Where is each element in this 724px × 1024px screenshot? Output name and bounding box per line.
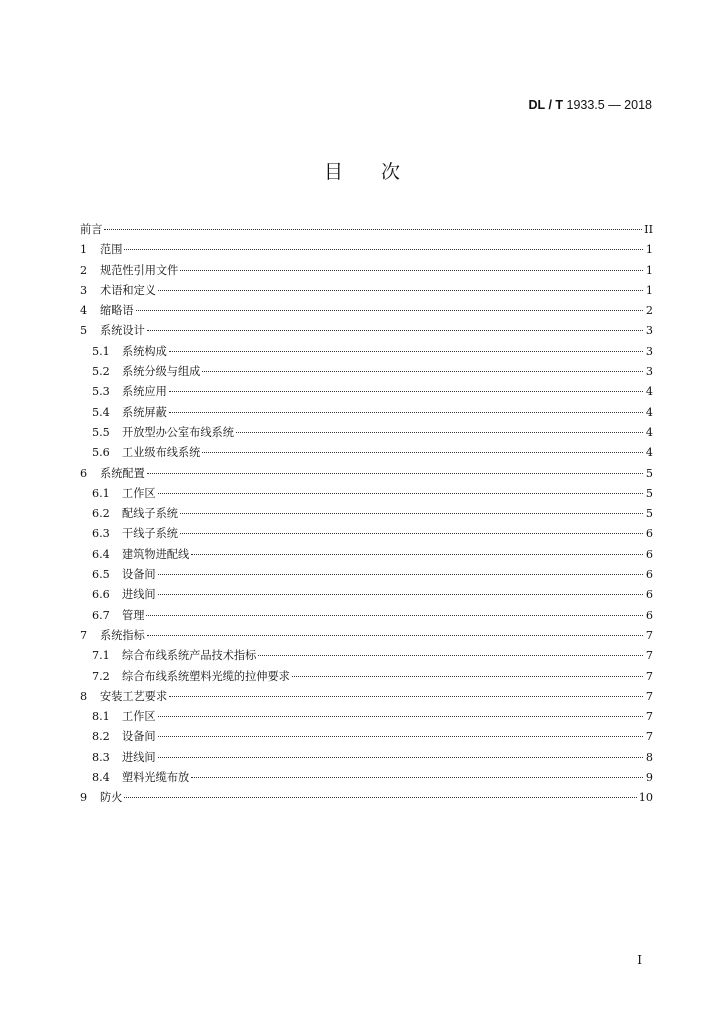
toc-entry-page: 5 <box>645 486 653 500</box>
toc-dot-leader <box>180 533 643 534</box>
toc-entry-number: 9 <box>80 791 88 805</box>
toc-dot-leader <box>124 249 643 250</box>
toc-entry-title: 进线间 <box>122 750 156 764</box>
toc-entry-number: 5.1 <box>92 344 110 358</box>
toc-entry[interactable] <box>80 403 653 423</box>
toc-entry[interactable] <box>80 606 653 626</box>
toc-entry-page: 7 <box>645 628 653 642</box>
toc-entry-page: 3 <box>645 344 653 358</box>
toc-entry[interactable] <box>80 240 653 260</box>
toc-entry-title: 进线间 <box>122 588 156 602</box>
toc-entry-number: 8.3 <box>92 750 110 764</box>
toc-entry-title: 设备间 <box>122 730 156 744</box>
toc-dot-leader <box>202 371 643 372</box>
toc-entry-page: 5 <box>645 507 653 521</box>
toc-entry-title: 塑料光缆布放 <box>122 771 190 785</box>
toc-entry-number: 5.4 <box>92 405 110 419</box>
toc-entry[interactable] <box>80 667 653 687</box>
toc-dot-leader <box>158 594 643 595</box>
toc-entry[interactable] <box>80 788 653 808</box>
toc-entry-number: 8 <box>80 689 88 703</box>
toc-entry[interactable] <box>80 362 653 382</box>
toc-entry-title: 术语和定义 <box>100 283 156 297</box>
toc-entry-title: 前言 <box>80 223 103 236</box>
toc-dot-leader <box>104 229 642 230</box>
toc-entry[interactable] <box>80 443 653 463</box>
toc-entry-number: 5.6 <box>92 446 110 460</box>
toc-entry-page: 1 <box>645 243 653 257</box>
footer-page-number: I <box>637 953 642 967</box>
toc-entry[interactable] <box>80 687 653 707</box>
toc-dot-leader <box>169 391 643 392</box>
toc-entry-title: 系统构成 <box>122 344 167 358</box>
toc-entry-number: 1 <box>80 243 88 257</box>
toc-dot-leader <box>292 676 643 677</box>
toc-entry-number: 3 <box>80 283 88 297</box>
toc-entry[interactable] <box>80 484 653 504</box>
toc-entry-page: 6 <box>645 527 653 541</box>
toc-entry-title: 缩略语 <box>100 304 134 318</box>
toc-entry-page: 1 <box>645 263 653 277</box>
toc-entry-number: 6.4 <box>92 547 110 561</box>
toc-entry-page: 7 <box>645 669 653 683</box>
toc-entry-page: 3 <box>645 324 653 338</box>
toc-entry[interactable] <box>80 504 653 524</box>
toc-entry-title: 配线子系统 <box>122 507 178 521</box>
toc-entry-page: 4 <box>645 405 653 419</box>
toc-entry-number: 6.3 <box>92 527 110 541</box>
toc-dot-leader <box>146 615 643 616</box>
toc-entry-page: 7 <box>645 649 653 663</box>
toc-dot-leader <box>191 554 643 555</box>
toc-entry[interactable] <box>80 707 653 727</box>
toc-dot-leader <box>158 757 643 758</box>
toc-entry-title: 开放型办公室布线系统 <box>122 425 234 439</box>
toc-entry-title: 系统屏蔽 <box>122 405 167 419</box>
toc-dot-leader <box>169 696 643 697</box>
page-title: 目次 <box>323 161 438 183</box>
toc-entry-number: 6.2 <box>92 507 110 521</box>
toc-dot-leader <box>236 432 643 433</box>
toc-entry-number: 6.5 <box>92 568 110 582</box>
toc-entry[interactable] <box>80 646 653 666</box>
toc-entry-title: 工业级布线系统 <box>122 446 201 460</box>
toc-entry-title: 工作区 <box>122 710 156 724</box>
toc-entry-number: 6.1 <box>92 486 110 500</box>
toc-entry[interactable] <box>80 565 653 585</box>
toc-entry-number: 8.1 <box>92 710 110 724</box>
toc-entry-title: 范围 <box>100 243 123 257</box>
toc-entry[interactable] <box>80 423 653 443</box>
toc-entry[interactable] <box>80 342 653 362</box>
toc-dot-leader <box>136 310 643 311</box>
toc-entry-page: 9 <box>645 771 653 785</box>
toc-dot-leader <box>202 452 643 453</box>
toc-dot-leader <box>169 351 643 352</box>
toc-entry-number: 7.2 <box>92 669 110 683</box>
toc-entry[interactable] <box>80 321 653 341</box>
toc-entry-page: 3 <box>645 365 653 379</box>
toc-entry-title: 综合布线系统塑料光缆的拉伸要求 <box>122 669 290 683</box>
toc-entry-page: 6 <box>645 588 653 602</box>
toc-entry[interactable] <box>80 524 653 544</box>
toc-entry-page: 6 <box>645 547 653 561</box>
toc-entry[interactable] <box>80 281 653 301</box>
toc-entry-title: 设备间 <box>122 568 156 582</box>
toc-entry[interactable] <box>80 382 653 402</box>
toc-dot-leader <box>147 635 643 636</box>
toc-entry-number: 5.5 <box>92 425 110 439</box>
toc-entry-title: 系统指标 <box>100 628 145 642</box>
toc-entry-page: 8 <box>645 750 653 764</box>
toc-entry-title: 综合布线系统产品技术指标 <box>122 649 257 663</box>
toc-entry-number: 5 <box>80 324 88 338</box>
toc-entry-page: 5 <box>645 466 653 480</box>
toc-dot-leader <box>191 777 643 778</box>
table-of-contents <box>80 220 653 809</box>
toc-entry-title: 系统分级与组成 <box>122 365 201 379</box>
toc-entry-title: 工作区 <box>122 486 156 500</box>
toc-dot-leader <box>158 574 643 575</box>
toc-dot-leader <box>158 290 643 291</box>
toc-dot-leader <box>147 330 643 331</box>
toc-entry-number: 2 <box>80 263 88 277</box>
toc-entry-title: 建筑物进配线 <box>122 547 190 561</box>
toc-dot-leader <box>158 716 643 717</box>
toc-entry-page: 1 <box>645 283 653 297</box>
toc-entry-page: 4 <box>645 385 653 399</box>
toc-entry[interactable] <box>80 545 653 565</box>
toc-entry-page: 7 <box>645 710 653 724</box>
toc-entry-title: 干线子系统 <box>122 527 178 541</box>
document-code <box>529 98 652 112</box>
toc-entry-number: 4 <box>80 304 88 318</box>
toc-entry-number: 6 <box>80 466 88 480</box>
toc-dot-leader <box>180 270 643 271</box>
toc-dot-leader <box>158 493 643 494</box>
toc-entry-title: 系统配置 <box>100 466 145 480</box>
toc-entry[interactable] <box>80 727 653 747</box>
toc-entry-title: 安装工艺要求 <box>100 689 168 703</box>
toc-entry-title: 系统应用 <box>122 385 167 399</box>
toc-entry[interactable] <box>80 748 653 768</box>
toc-entry-page: 7 <box>645 730 653 744</box>
toc-entry-page: 4 <box>645 446 653 460</box>
toc-entry[interactable] <box>80 261 653 281</box>
toc-entry-number: 5.3 <box>92 385 110 399</box>
toc-entry[interactable] <box>80 768 653 788</box>
toc-entry-title: 系统设计 <box>100 324 145 338</box>
toc-entry-page: 4 <box>645 425 653 439</box>
toc-entry[interactable] <box>80 464 653 484</box>
toc-entry-page: II <box>644 223 653 236</box>
toc-entry[interactable] <box>80 626 653 646</box>
toc-entry-number: 7.1 <box>92 649 110 663</box>
toc-entry-number: 5.2 <box>92 365 110 379</box>
toc-entry-number: 7 <box>80 628 88 642</box>
document-code-prefix: DL / T <box>528 98 564 112</box>
toc-entry-page: 6 <box>645 608 653 622</box>
toc-entry-page: 2 <box>645 304 653 318</box>
toc-entry[interactable] <box>80 301 653 321</box>
toc-entry-number: 8.4 <box>92 771 110 785</box>
toc-entry-number: 8.2 <box>92 730 110 744</box>
document-code-number: 1933.5 — 2018 <box>563 98 652 112</box>
toc-dot-leader <box>158 736 643 737</box>
toc-entry[interactable] <box>80 220 653 240</box>
toc-entry-page: 6 <box>645 568 653 582</box>
toc-dot-leader <box>169 412 643 413</box>
toc-entry[interactable] <box>80 585 653 605</box>
toc-entry-title: 防火 <box>100 791 123 805</box>
toc-dot-leader <box>124 797 636 798</box>
toc-dot-leader <box>258 655 643 656</box>
toc-dot-leader <box>180 513 643 514</box>
toc-entry-number: 6.6 <box>92 588 110 602</box>
toc-entry-title: 管理 <box>122 608 145 622</box>
toc-entry-page: 10 <box>638 791 653 805</box>
toc-entry-title: 规范性引用文件 <box>100 263 179 277</box>
toc-entry-number: 6.7 <box>92 608 110 622</box>
toc-dot-leader <box>147 473 643 474</box>
toc-entry-page: 7 <box>645 689 653 703</box>
